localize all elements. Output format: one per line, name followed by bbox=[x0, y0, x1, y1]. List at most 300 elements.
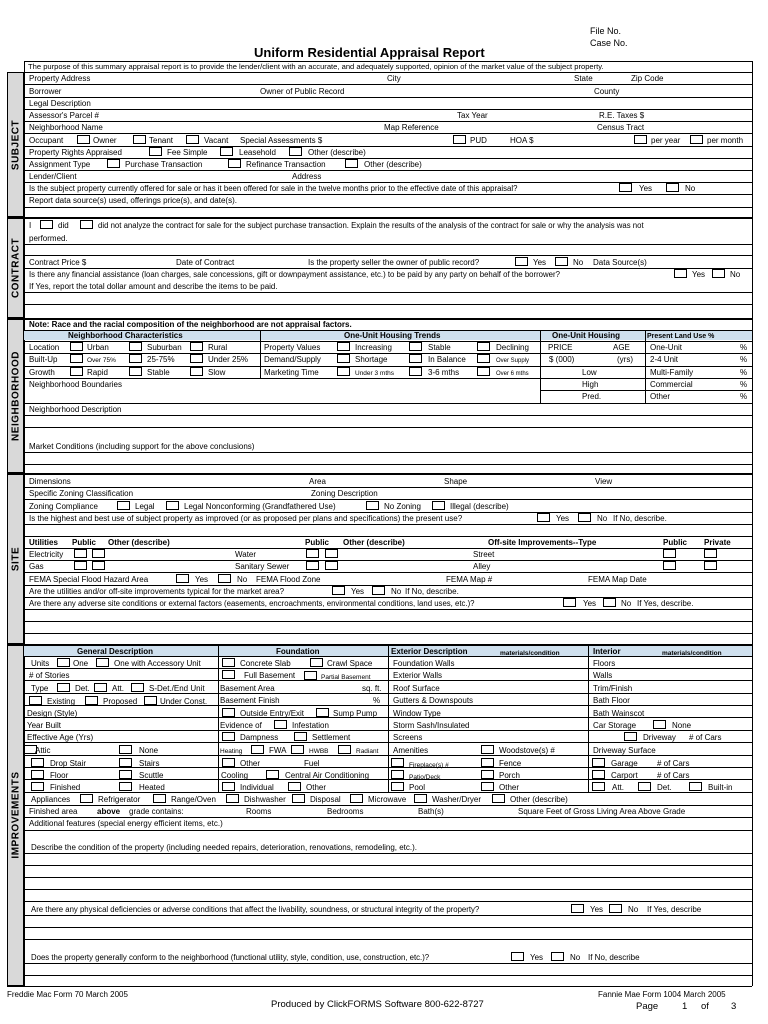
label-proposed: Proposed bbox=[103, 697, 138, 706]
label-sump-pump: Sump Pump bbox=[333, 709, 378, 718]
label-legal-nonconforming: Legal Nonconforming (Grandfathered Use) bbox=[184, 502, 336, 511]
label-adverse-no: No bbox=[621, 599, 632, 608]
checkbox-concrete-slab[interactable] bbox=[222, 658, 235, 667]
conform-question: Does the property generally conform to the neighborhood (functional utility, style, condition, use, construction, etc.)? bbox=[31, 953, 430, 962]
checkbox-porch[interactable] bbox=[481, 770, 494, 779]
checkbox-typical-no[interactable] bbox=[372, 586, 385, 595]
label-driveway: Driveway bbox=[643, 733, 676, 742]
checkbox-did[interactable] bbox=[40, 220, 53, 229]
label-one-accessory: One with Accessory Unit bbox=[114, 659, 201, 668]
checkbox-radiant[interactable] bbox=[338, 745, 351, 754]
checkbox-central-air[interactable] bbox=[266, 770, 279, 779]
label-area: Area bbox=[309, 477, 326, 486]
checkbox-3-6[interactable] bbox=[409, 367, 422, 376]
label-patio: Patio/Deck bbox=[409, 774, 441, 781]
checkbox-did-not[interactable] bbox=[80, 220, 93, 229]
label-pud: PUD bbox=[470, 136, 487, 145]
checkbox-assign-other[interactable] bbox=[345, 159, 358, 168]
label-market-conditions: Market Conditions (including support for the above conclusions) bbox=[29, 442, 255, 451]
label-refrigerator: Refrigerator bbox=[98, 795, 141, 804]
checkbox-full-basement[interactable] bbox=[222, 670, 235, 679]
label-hbu-if-no: If No, describe. bbox=[613, 514, 667, 523]
checkbox-infestation[interactable] bbox=[274, 720, 287, 729]
label-basement-pct: % bbox=[373, 696, 381, 705]
label-tenant: Tenant bbox=[149, 136, 174, 145]
checkbox-hwbb[interactable] bbox=[291, 745, 304, 754]
checkbox-scuttle[interactable] bbox=[119, 770, 132, 779]
label-walls: Walls bbox=[593, 671, 613, 680]
label-legal-description: Legal Description bbox=[29, 99, 91, 108]
seller-question: Is the property seller the owner of public record? bbox=[308, 258, 480, 267]
header-present-land-use: Present Land Use % bbox=[647, 333, 715, 340]
label-report-sources: Report data source(s) used, offerings price(s), and date(s). bbox=[29, 196, 237, 205]
label-scuttle: Scuttle bbox=[139, 771, 164, 780]
footer-produced: Produced by ClickFORMS Software 800-622-8727 bbox=[271, 999, 484, 1010]
label-assignment-type: Assignment Type bbox=[29, 160, 91, 169]
label-owner: Owner bbox=[93, 136, 117, 145]
checkbox-over-75[interactable] bbox=[70, 354, 83, 363]
label-fireplace: Fireplace(s) # bbox=[409, 762, 449, 769]
label-zoning-compliance: Zoning Compliance bbox=[29, 502, 98, 511]
header-exterior: Exterior Description bbox=[391, 647, 468, 656]
label-attic-none: None bbox=[139, 746, 159, 755]
label-shortage: Shortage bbox=[355, 355, 388, 364]
checkbox-attic-none[interactable] bbox=[119, 745, 132, 754]
label-washer: Washer/Dryer bbox=[432, 795, 482, 804]
label-screens: Screens bbox=[393, 733, 423, 742]
header-foundation: Foundation bbox=[276, 647, 320, 656]
checkbox-hbu-yes[interactable] bbox=[537, 513, 550, 522]
checkbox-att[interactable] bbox=[94, 683, 107, 692]
label-location: Location bbox=[29, 343, 60, 352]
label-city: City bbox=[387, 74, 401, 83]
label-urban: Urban bbox=[87, 343, 109, 352]
label-marketing-time: Marketing Time bbox=[264, 368, 319, 377]
checkbox-units-one[interactable] bbox=[57, 658, 70, 667]
label-foundation-walls: Foundation Walls bbox=[393, 659, 455, 668]
checkbox-illegal[interactable] bbox=[432, 501, 445, 510]
checkbox-heating-other[interactable] bbox=[222, 758, 235, 767]
checkbox-pud[interactable] bbox=[453, 135, 466, 144]
checkbox-patio[interactable] bbox=[391, 770, 404, 779]
race-note: Note: Race and the racial composition of the neighborhood are not appraisal factors. bbox=[29, 320, 352, 329]
header-private: Private bbox=[704, 538, 731, 547]
file-no: File No. bbox=[590, 26, 622, 36]
label-fema-no: No bbox=[237, 575, 248, 584]
checkbox-purchase[interactable] bbox=[107, 159, 120, 168]
checkbox-no-zoning[interactable] bbox=[366, 501, 379, 510]
checkbox-street-private[interactable] bbox=[704, 549, 717, 558]
label-other-use: Other bbox=[650, 392, 671, 401]
label-one-unit-use: One-Unit bbox=[650, 343, 683, 352]
checkbox-refrigerator[interactable] bbox=[80, 794, 93, 803]
label-stairs: Stairs bbox=[139, 759, 160, 768]
label-in-balance: In Balance bbox=[428, 355, 466, 364]
checkbox-outside-entry[interactable] bbox=[222, 708, 235, 717]
checkbox-dishwasher[interactable] bbox=[226, 794, 239, 803]
header-interior: Interior bbox=[593, 647, 621, 656]
checkbox-under-25[interactable] bbox=[190, 354, 203, 363]
checkbox-seller-yes[interactable] bbox=[515, 257, 528, 266]
checkbox-stable-growth[interactable] bbox=[129, 367, 142, 376]
checkbox-suburban[interactable] bbox=[129, 342, 142, 351]
label-cooling-other: Other bbox=[306, 783, 327, 792]
checkbox-leasehold[interactable] bbox=[220, 147, 233, 156]
label-alley: Alley bbox=[473, 562, 491, 571]
checkbox-urban[interactable] bbox=[70, 342, 83, 351]
label-suburban: Suburban bbox=[147, 343, 182, 352]
label-lender: Lender/Client bbox=[29, 172, 77, 181]
label-data-sources: Data Source(s) bbox=[593, 258, 647, 267]
label-gas: Gas bbox=[29, 562, 44, 571]
checkbox-cooling-other[interactable] bbox=[288, 782, 301, 791]
checkbox-tenant[interactable] bbox=[133, 135, 146, 144]
checkbox-sump-pump[interactable] bbox=[316, 708, 329, 717]
label-evidence: Evidence of bbox=[220, 721, 262, 730]
checkbox-fireplace[interactable] bbox=[391, 758, 404, 767]
checkbox-typical-yes[interactable] bbox=[332, 586, 345, 595]
checkbox-under-3[interactable] bbox=[337, 367, 350, 376]
label-carport: Carport bbox=[611, 771, 638, 780]
checkbox-shortage[interactable] bbox=[337, 354, 350, 363]
checkbox-offered-yes[interactable] bbox=[619, 183, 632, 192]
label-rooms: Rooms bbox=[246, 807, 272, 816]
label-attic: Attic bbox=[35, 746, 51, 755]
checkbox-washer[interactable] bbox=[414, 794, 427, 803]
checkbox-sewer-public[interactable] bbox=[306, 561, 319, 570]
label-bath-floor: Bath Floor bbox=[593, 696, 630, 705]
label-increasing: Increasing bbox=[355, 343, 392, 352]
label-high: High bbox=[582, 380, 599, 389]
checkbox-disposal[interactable] bbox=[292, 794, 305, 803]
label-radiant: Radiant bbox=[356, 748, 379, 755]
label-neighborhood-description: Neighborhood Description bbox=[29, 405, 122, 414]
case-no: Case No. bbox=[590, 38, 628, 48]
label-above: above bbox=[97, 807, 121, 816]
checkbox-car-none[interactable] bbox=[653, 720, 666, 729]
label-under-25: Under 25% bbox=[208, 355, 249, 364]
label-deficiency-yes: Yes bbox=[590, 905, 604, 914]
label-if-yes-report: If Yes, report the total dollar amount and describe the items to be paid. bbox=[29, 282, 278, 291]
label-cooling: Cooling bbox=[221, 771, 249, 780]
label-i: I bbox=[29, 221, 32, 230]
checkbox-storage-att[interactable] bbox=[592, 782, 605, 791]
label-storage-att: Att. bbox=[612, 783, 625, 792]
checkbox-owner[interactable] bbox=[77, 135, 90, 144]
label-conform-yes: Yes bbox=[530, 953, 544, 962]
label-assist-yes: Yes bbox=[692, 270, 706, 279]
label-price-unit: $ (000) bbox=[549, 355, 575, 364]
pct-one-unit: % bbox=[740, 343, 748, 352]
label-appliance-other: Other (describe) bbox=[510, 795, 568, 804]
label-heating: Heating bbox=[220, 748, 243, 755]
checkbox-25-75[interactable] bbox=[129, 354, 142, 363]
label-storage-det: Det. bbox=[657, 783, 672, 792]
checkbox-garage[interactable] bbox=[592, 758, 605, 767]
checkbox-water-public[interactable] bbox=[306, 549, 319, 558]
label-fema-date: FEMA Map Date bbox=[588, 575, 647, 584]
checkbox-attic-floor[interactable] bbox=[31, 770, 44, 779]
checkbox-rights-other[interactable] bbox=[289, 147, 302, 156]
label-illegal: Illegal (describe) bbox=[450, 502, 509, 511]
checkbox-elec-public[interactable] bbox=[74, 549, 87, 558]
label-conform-no: No bbox=[570, 953, 581, 962]
checkbox-fema-yes[interactable] bbox=[176, 574, 189, 583]
label-amenities: Amenities bbox=[393, 746, 429, 755]
checkbox-sewer-other[interactable] bbox=[325, 561, 338, 570]
label-typical-yes: Yes bbox=[351, 587, 365, 596]
footer-page-label: Page bbox=[636, 1001, 659, 1012]
label-dishwasher: Dishwasher bbox=[244, 795, 286, 804]
checkbox-under-const[interactable] bbox=[144, 696, 157, 705]
label-special-assessments: Special Assessments $ bbox=[240, 136, 323, 145]
label-built-up: Built-Up bbox=[29, 355, 58, 364]
checkbox-storage-det[interactable] bbox=[638, 782, 651, 791]
checkbox-range[interactable] bbox=[153, 794, 166, 803]
checkbox-street-public[interactable] bbox=[663, 549, 676, 558]
checkbox-appliance-other[interactable] bbox=[492, 794, 505, 803]
label-zip: Zip Code bbox=[631, 74, 664, 83]
checkbox-fwa[interactable] bbox=[251, 745, 264, 754]
label-did: did bbox=[58, 221, 69, 230]
label-borrower: Borrower bbox=[29, 87, 62, 96]
label-fence: Fence bbox=[499, 759, 522, 768]
label-fema-hazard: FEMA Special Flood Hazard Area bbox=[29, 575, 149, 584]
label-deficiency-no: No bbox=[628, 905, 639, 914]
checkbox-partial-basement[interactable] bbox=[304, 671, 317, 680]
label-sewer: Sanitary Sewer bbox=[235, 562, 290, 571]
label-age-unit: (yrs) bbox=[617, 355, 633, 364]
checkbox-proposed[interactable] bbox=[85, 696, 98, 705]
label-effective-age: Effective Age (Yrs) bbox=[27, 733, 94, 742]
label-contract-price: Contract Price $ bbox=[29, 258, 87, 267]
label-crawl-space: Crawl Space bbox=[327, 659, 373, 668]
label-county: County bbox=[594, 87, 620, 96]
checkbox-assist-yes[interactable] bbox=[674, 269, 687, 278]
label-microwave: Microwave bbox=[368, 795, 407, 804]
checkbox-dampness[interactable] bbox=[222, 732, 235, 741]
label-vacant: Vacant bbox=[204, 136, 229, 145]
label-per-year: per year bbox=[651, 136, 681, 145]
checkbox-gas-public[interactable] bbox=[74, 561, 87, 570]
checkbox-legal-nonconforming[interactable] bbox=[166, 501, 179, 510]
footer-of: of bbox=[701, 1001, 709, 1012]
label-full-basement: Full Basement bbox=[244, 671, 296, 680]
label-deficiency-if-yes: If Yes, describe bbox=[647, 905, 702, 914]
checkbox-seller-no[interactable] bbox=[555, 257, 568, 266]
checkbox-existing[interactable] bbox=[29, 696, 42, 705]
checkbox-rapid[interactable] bbox=[70, 367, 83, 376]
checkbox-vacant[interactable] bbox=[186, 135, 199, 144]
header-neighborhood-characteristics: Neighborhood Characteristics bbox=[68, 331, 183, 340]
label-dimensions: Dimensions bbox=[29, 477, 71, 486]
checkbox-carport[interactable] bbox=[592, 770, 605, 779]
checkbox-individual[interactable] bbox=[222, 782, 235, 791]
checkbox-one-accessory[interactable] bbox=[96, 658, 109, 667]
checkbox-crawl-space[interactable] bbox=[310, 658, 323, 667]
label-basement-area: Basement Area bbox=[220, 684, 275, 693]
checkbox-pool[interactable] bbox=[391, 782, 404, 791]
checkbox-built-in[interactable] bbox=[689, 782, 702, 791]
label-slow: Slow bbox=[208, 368, 226, 377]
checkbox-conform-yes[interactable] bbox=[511, 952, 524, 961]
label-rural: Rural bbox=[208, 343, 228, 352]
label-roof-surface: Roof Surface bbox=[393, 684, 440, 693]
checkbox-offered-no[interactable] bbox=[666, 183, 679, 192]
checkbox-amenities-other[interactable] bbox=[481, 782, 494, 791]
checkbox-refinance[interactable] bbox=[228, 159, 241, 168]
checkbox-fee-simple[interactable] bbox=[149, 147, 162, 156]
checkbox-rural[interactable] bbox=[190, 342, 203, 351]
label-parcel: Assessor's Parcel # bbox=[29, 111, 99, 120]
label-type: Type bbox=[31, 684, 49, 693]
label-storm-sash: Storm Sash/Insulated bbox=[393, 721, 470, 730]
header-utilities: Utilities bbox=[29, 538, 58, 547]
section-tab-contract: CONTRACT bbox=[7, 217, 24, 318]
deficiency-question: Are there any physical deficiencies or adverse conditions that affect the livability, soundness, or structural integrity of the property? bbox=[31, 905, 480, 914]
label-tax-year: Tax Year bbox=[457, 111, 488, 120]
checkbox-adverse-no[interactable] bbox=[603, 598, 616, 607]
label-property-address: Property Address bbox=[29, 74, 91, 83]
label-owner-record: Owner of Public Record bbox=[260, 87, 345, 96]
label-concrete-slab: Concrete Slab bbox=[240, 659, 291, 668]
label-dampness: Dampness bbox=[240, 733, 279, 742]
label-contract-date: Date of Contract bbox=[176, 258, 235, 267]
checkbox-deficiency-yes[interactable] bbox=[571, 904, 584, 913]
checkbox-over-6[interactable] bbox=[477, 367, 490, 376]
label-range: Range/Oven bbox=[171, 795, 216, 804]
label-units: Units bbox=[31, 659, 50, 668]
checkbox-woodstove[interactable] bbox=[481, 745, 494, 754]
label-over-75: Over 75% bbox=[87, 357, 116, 364]
label-window-type: Window Type bbox=[393, 709, 441, 718]
label-bath-wainscot: Bath Wainscot bbox=[593, 709, 645, 718]
header-general-description: General Description bbox=[77, 647, 154, 656]
typical-question: Are the utilities and/or off-site improvements typical for the market area? bbox=[29, 587, 285, 596]
label-partial-basement: Partial Basement bbox=[321, 674, 371, 681]
label-outside-entry: Outside Entry/Exit bbox=[240, 709, 305, 718]
label-sdet: S-Det./End Unit bbox=[149, 684, 205, 693]
label-declining: Declining bbox=[496, 343, 529, 352]
label-year-built: Year Built bbox=[27, 721, 61, 730]
label-electricity: Electricity bbox=[29, 550, 64, 559]
checkbox-attic-heated[interactable] bbox=[119, 782, 132, 791]
checkbox-fence[interactable] bbox=[481, 758, 494, 767]
label-baths: Bath(s) bbox=[418, 807, 444, 816]
label-rights-other: Other (describe) bbox=[308, 148, 366, 157]
checkbox-elec-other[interactable] bbox=[92, 549, 105, 558]
label-conform-if-no: If No, describe bbox=[588, 953, 640, 962]
header-other-describe: Other (describe) bbox=[108, 538, 170, 547]
checkbox-assist-no[interactable] bbox=[712, 269, 725, 278]
label-shape: Shape bbox=[444, 477, 468, 486]
label-infestation: Infestation bbox=[292, 721, 329, 730]
label-porch: Porch bbox=[499, 771, 520, 780]
checkbox-microwave[interactable] bbox=[350, 794, 363, 803]
label-boundaries: Neighborhood Boundaries bbox=[29, 380, 122, 389]
header-public-2: Public bbox=[305, 538, 330, 547]
checkbox-in-balance[interactable] bbox=[409, 354, 422, 363]
checkbox-declining[interactable] bbox=[477, 342, 490, 351]
header-materials-condition: materials/condition bbox=[500, 650, 560, 657]
checkbox-drop-stair[interactable] bbox=[31, 758, 44, 767]
checkbox-alley-public[interactable] bbox=[663, 561, 676, 570]
label-fema-yes: Yes bbox=[195, 575, 209, 584]
header-housing-trends: One-Unit Housing Trends bbox=[344, 331, 441, 340]
label-address: Address bbox=[292, 172, 322, 181]
checkbox-deficiency-no[interactable] bbox=[609, 904, 622, 913]
label-garage-cars: # of Cars bbox=[657, 759, 690, 768]
header-materials-condition-2: materials/condition bbox=[662, 650, 722, 657]
checkbox-alley-private[interactable] bbox=[704, 561, 717, 570]
label-amenities-other: Other bbox=[499, 783, 520, 792]
label-car-none: None bbox=[672, 721, 692, 730]
label-bedrooms: Bedrooms bbox=[327, 807, 364, 816]
label-trim: Trim/Finish bbox=[593, 684, 633, 693]
header-public-3: Public bbox=[663, 538, 688, 547]
footer-fannie: Fannie Mae Form 1004 March 2005 bbox=[598, 990, 726, 999]
checkbox-attic-finished[interactable] bbox=[31, 782, 44, 791]
checkbox-det[interactable] bbox=[57, 683, 70, 692]
checkbox-gas-other[interactable] bbox=[92, 561, 105, 570]
label-commercial: Commercial bbox=[650, 380, 693, 389]
label-central-air: Central Air Conditioning bbox=[285, 771, 370, 780]
label-street: Street bbox=[473, 550, 495, 559]
label-adverse-yes: Yes bbox=[583, 599, 597, 608]
label-units-one: One bbox=[73, 659, 89, 668]
label-property-values: Property Values bbox=[264, 343, 321, 352]
label-heating-other: Other bbox=[240, 759, 261, 768]
checkbox-conform-no[interactable] bbox=[551, 952, 564, 961]
label-assist-no: No bbox=[730, 270, 741, 279]
checkbox-stable-values[interactable] bbox=[409, 342, 422, 351]
label-stable-growth: Stable bbox=[147, 368, 170, 377]
label-det: Det. bbox=[75, 684, 90, 693]
checkbox-driveway[interactable] bbox=[624, 732, 637, 741]
checkbox-stairs[interactable] bbox=[119, 758, 132, 767]
header-offsite: Off-site Improvements--Type bbox=[488, 538, 597, 547]
label-performed: performed. bbox=[29, 234, 68, 243]
label-purchase: Purchase Transaction bbox=[125, 160, 203, 169]
checkbox-sdet[interactable] bbox=[131, 683, 144, 692]
header-one-unit-housing: One-Unit Housing bbox=[552, 331, 620, 340]
checkbox-per-year[interactable] bbox=[634, 135, 647, 144]
label-fema-map: FEMA Map # bbox=[446, 575, 493, 584]
label-age: AGE bbox=[613, 343, 630, 352]
checkbox-increasing[interactable] bbox=[337, 342, 350, 351]
checkbox-adverse-yes[interactable] bbox=[563, 598, 576, 607]
label-typical-no: No bbox=[391, 587, 402, 596]
label-garage: Garage bbox=[611, 759, 638, 768]
label-seller-no: No bbox=[573, 258, 584, 267]
assistance-question: Is there any financial assistance (loan charges, sale concessions, gift or downpayment assistance, etc.) to be paid by any party on behalf of the borrower? bbox=[29, 270, 560, 279]
checkbox-water-other[interactable] bbox=[325, 549, 338, 558]
checkbox-fema-no[interactable] bbox=[218, 574, 231, 583]
label-property-rights: Property Rights Appraised bbox=[29, 148, 122, 157]
label-rapid: Rapid bbox=[87, 368, 108, 377]
label-att: Att. bbox=[112, 684, 125, 693]
checkbox-legal[interactable] bbox=[117, 501, 130, 510]
checkbox-settlement[interactable] bbox=[294, 732, 307, 741]
label-attic-heated: Heated bbox=[139, 783, 165, 792]
label-view: View bbox=[595, 477, 613, 486]
label-built-in: Built-in bbox=[708, 783, 733, 792]
checkbox-per-month[interactable] bbox=[690, 135, 703, 144]
checkbox-over-supply[interactable] bbox=[477, 354, 490, 363]
checkbox-slow[interactable] bbox=[190, 367, 203, 376]
label-sqft-gla: Square Feet of Gross Living Area Above Grade bbox=[518, 807, 686, 816]
checkbox-hbu-no[interactable] bbox=[578, 513, 591, 522]
